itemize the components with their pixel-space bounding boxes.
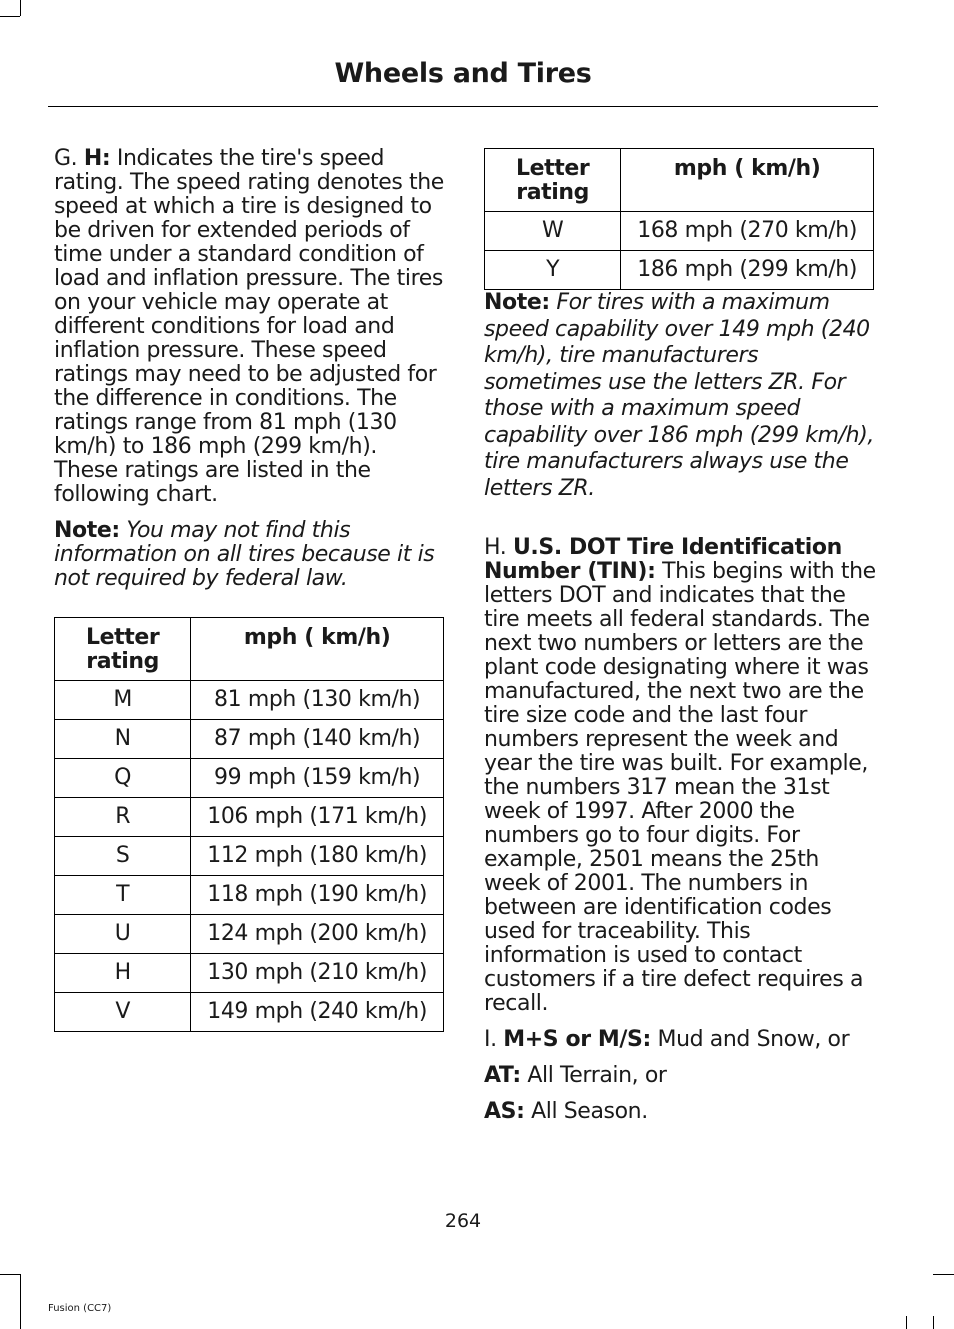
crop-mark [0, 1274, 20, 1275]
cell-letter: Y [485, 251, 621, 290]
note-text: For tires with a maximum speed capability over 149 mph (240 km/h), tire manufacturers sometimes use the letters ZR. For those with a maximum speed capability over 186 mph (299 km/h), tire manufacturers always use the letters ZR. [484, 290, 875, 501]
cell-letter: N [55, 720, 191, 759]
footer-model: Fusion (CC7) [48, 1303, 112, 1314]
cell-speed: 87 mph (140 km/h) [191, 720, 444, 759]
cell-letter: V [55, 993, 191, 1032]
paragraph-dot-tin [484, 536, 876, 1016]
paragraph-prefix: H. [484, 535, 513, 560]
paragraph-text: All Terrain, or [520, 1063, 667, 1088]
paragraph-all-season [484, 1100, 876, 1124]
note-label: Note: [54, 518, 120, 543]
cell-letter: W [485, 212, 621, 251]
cell-speed: 112 mph (180 km/h) [191, 837, 444, 876]
crop-mark [20, 1316, 21, 1329]
crop-mark [906, 1316, 907, 1329]
table-row [55, 759, 444, 798]
paragraph-label: AS: [484, 1099, 525, 1124]
speed-rating-table-continued [484, 148, 874, 290]
cell-letter: M [55, 681, 191, 720]
paragraph-speed-rating [54, 147, 446, 507]
paragraph-prefix: I. [484, 1027, 504, 1052]
crop-mark [933, 1316, 934, 1329]
table-row [55, 681, 444, 720]
cell-speed: 186 mph (299 km/h) [621, 251, 874, 290]
column-header-speed: mph ( km/h) [621, 149, 874, 212]
table-row [55, 993, 444, 1032]
cell-speed: 118 mph (190 km/h) [191, 876, 444, 915]
column-header-speed: mph ( km/h) [191, 618, 444, 681]
page-number: 264 [444, 1210, 482, 1232]
cell-speed: 81 mph (130 km/h) [191, 681, 444, 720]
note-label: Note: [484, 290, 550, 315]
cell-speed: 124 mph (200 km/h) [191, 915, 444, 954]
crop-mark [0, 16, 20, 17]
cell-speed: 149 mph (240 km/h) [191, 993, 444, 1032]
table-row [55, 954, 444, 993]
cell-speed: 130 mph (210 km/h) [191, 954, 444, 993]
note-text: You may not find this information on all tires because it is not required by federal law. [54, 518, 435, 591]
table-header-row [55, 618, 444, 681]
cell-speed: 106 mph (171 km/h) [191, 798, 444, 837]
cell-letter: R [55, 798, 191, 837]
table-row [485, 212, 874, 251]
crop-mark [20, 0, 21, 16]
paragraph-prefix: G. [54, 146, 84, 171]
paragraph-text: Mud and Snow, or [650, 1027, 850, 1052]
table-row [55, 915, 444, 954]
cell-letter: S [55, 837, 191, 876]
paragraph-mud-snow [484, 1028, 876, 1052]
paragraph-label: H: [83, 146, 111, 171]
table-row [55, 798, 444, 837]
right-column [484, 148, 876, 1136]
table-row [55, 876, 444, 915]
speed-rating-table [54, 617, 444, 1032]
paragraph-all-terrain [484, 1064, 876, 1088]
column-header-letter-rating: Letter rating [485, 149, 621, 212]
note-federal-law [54, 519, 446, 591]
header-rule [48, 106, 878, 107]
paragraph-label: AT: [484, 1063, 521, 1088]
cell-letter: H [55, 954, 191, 993]
cell-speed: 168 mph (270 km/h) [621, 212, 874, 251]
column-header-letter-rating: Letter rating [55, 618, 191, 681]
paragraph-label: U.S. DOT Tire Identification Number (TIN): [484, 535, 842, 584]
cell-letter: T [55, 876, 191, 915]
paragraph-label: M+S or M/S: [503, 1027, 651, 1052]
cell-speed: 99 mph (159 km/h) [191, 759, 444, 798]
table-row [485, 251, 874, 290]
paragraph-text: All Season. [524, 1099, 648, 1124]
left-column [54, 147, 446, 1032]
note-zr-rating [484, 290, 876, 502]
page-title: Wheels and Tires [334, 58, 592, 89]
paragraph-text: Indicates the tire's speed rating. The speed rating denotes the speed at which a tire is designed to be driven for extended periods of time under a standard condition of load and inflation pressure. The tires on your vehicle may operate at different conditions for load and inflation pressure. These speed ratings may need to be adjusted for the difference in conditions. The ratings range from 81 mph (130 km/h) to 186 mph (299 km/h). These ratings are listed in the following chart. [54, 146, 444, 507]
paragraph-text: This begins with the letters DOT and indicates that the tire meets all federal standards. The next two numbers or letters are the plant code designating where it was manufactured, the next two are the tire size code and the last four numbers represent the week and year the tire was built. For example, the numbers 317 mean the 31st week of 1997. After 2000 the numbers go to four digits. For example, 2501 means the 25th week of 2001. The numbers in between are identification codes used for traceability. This information is used to contact customers if a tire defect requires a recall. [484, 559, 876, 1016]
table-header-row [485, 149, 874, 212]
table-row [55, 837, 444, 876]
cell-letter: Q [55, 759, 191, 798]
crop-mark [933, 1274, 954, 1275]
table-row [55, 720, 444, 759]
cell-letter: U [55, 915, 191, 954]
